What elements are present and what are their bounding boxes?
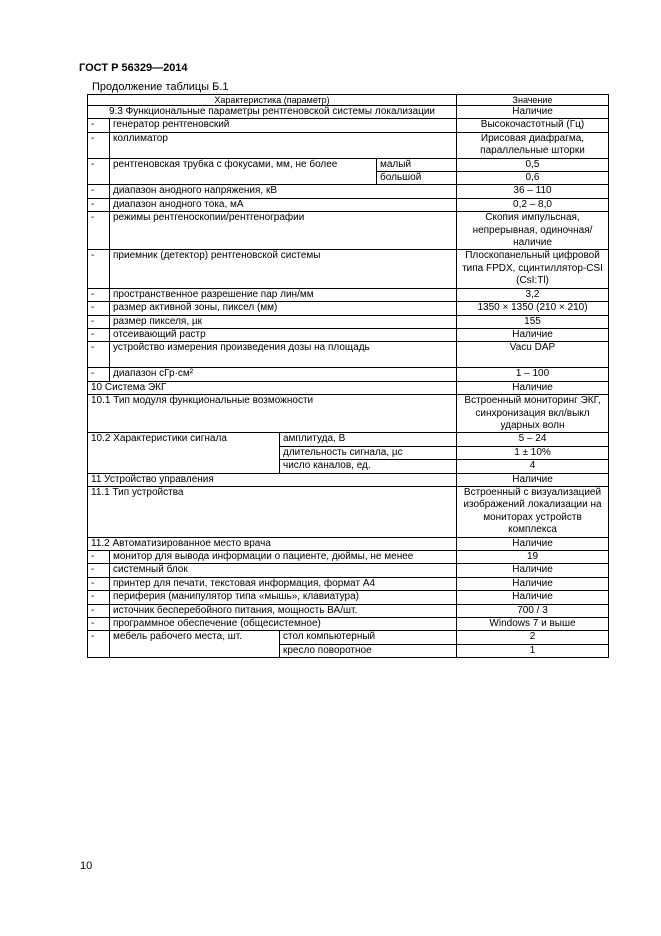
row-value: 3,2 — [457, 288, 609, 301]
row-label: 9.3 Функциональные параметры рентгеновской системы локализации — [88, 106, 457, 119]
row-label: программное обеспечение (общесистемное) — [110, 618, 457, 631]
row-dash: - — [88, 185, 110, 198]
table-row — [88, 618, 609, 631]
row-value: 0,5 — [457, 158, 609, 171]
table-row — [88, 250, 609, 288]
column-header-characteristic: Характеристика (параметр) — [88, 95, 457, 106]
table-row — [88, 368, 609, 381]
row-dash: - — [88, 577, 110, 590]
row-label: пространственное разрешение пар лин/мм — [110, 288, 457, 301]
row-sub-label: кресло поворотное — [280, 644, 457, 657]
row-label: отсеивающий растр — [110, 328, 457, 341]
table-row — [88, 473, 609, 486]
row-value: 0,2 – 8,0 — [457, 198, 609, 211]
row-label: 11.1 Тип устройства — [88, 486, 457, 537]
row-label: размер пикселя, µк — [110, 315, 457, 328]
row-value: Встроенный с визуализацией изображений локализации на мониторах устройств комплекса — [457, 486, 609, 537]
table-row — [88, 537, 609, 550]
row-value: Наличие — [457, 473, 609, 486]
table-row — [88, 315, 609, 328]
table-row — [88, 604, 609, 617]
row-value: Наличие — [457, 381, 609, 394]
table-row — [88, 212, 609, 250]
table-row — [88, 302, 609, 315]
row-label: диапазон сГр·см² — [110, 368, 457, 381]
row-label: рентгеновская трубка с фокусами, мм, не более — [110, 158, 377, 185]
table-row — [88, 381, 609, 394]
row-dash: - — [88, 198, 110, 211]
table-row — [88, 395, 609, 433]
row-sub-label: число каналов, ед. — [280, 460, 457, 473]
row-value: Наличие — [457, 106, 609, 119]
row-label: 11 Устройство управления — [88, 473, 457, 486]
row-label: периферия (манипулятор типа «мышь», клавиатура) — [110, 591, 457, 604]
specification-table — [87, 94, 609, 658]
table-caption: Продолжение таблицы Б.1 — [92, 81, 229, 93]
row-value: Высокочастотный (Гц) — [457, 119, 609, 132]
row-value: 19 — [457, 551, 609, 564]
row-label: источник бесперебойного питания, мощность ВА/шт. — [110, 604, 457, 617]
row-sub-label: малый — [377, 158, 457, 171]
table-row — [88, 564, 609, 577]
row-value: 700 / 3 — [457, 604, 609, 617]
row-dash: - — [88, 315, 110, 328]
row-value: Наличие — [457, 537, 609, 550]
row-dash: - — [88, 368, 110, 381]
table-row — [88, 631, 609, 644]
row-value: 155 — [457, 315, 609, 328]
row-label: 10 Система ЭКГ — [88, 381, 457, 394]
row-value: 36 – 110 — [457, 185, 609, 198]
row-sub-label: длительность сигнала, µс — [280, 446, 457, 459]
table-row — [88, 158, 609, 171]
row-label: монитор для вывода информации о пациенте, дюймы, не менее — [110, 551, 457, 564]
row-label: 10.1 Тип модуля функциональные возможности — [88, 395, 457, 433]
table-row — [88, 119, 609, 132]
row-dash: - — [88, 631, 110, 658]
row-value: 1350 × 1350 (210 × 210) — [457, 302, 609, 315]
row-dash: - — [88, 604, 110, 617]
table-row — [88, 551, 609, 564]
row-label: 10.2 Характеристики сигнала — [88, 433, 280, 473]
row-value: Встроенный мониторинг ЭКГ, синхронизация вкл/выкл ударных волн — [457, 395, 609, 433]
row-value: 1 — [457, 644, 609, 657]
table-row — [88, 577, 609, 590]
row-label: генератор рентгеновский — [110, 119, 457, 132]
row-dash: - — [88, 618, 110, 631]
page-number: 10 — [80, 860, 93, 872]
row-value: Vacu DAP — [457, 342, 609, 368]
row-value: 2 — [457, 631, 609, 644]
row-value: Ирисовая диафрагма, параллельные шторки — [457, 132, 609, 158]
row-dash: - — [88, 288, 110, 301]
table-row — [88, 328, 609, 341]
row-dash: - — [88, 212, 110, 250]
row-dash: - — [88, 551, 110, 564]
table-row — [88, 185, 609, 198]
row-value: 5 – 24 — [457, 433, 609, 446]
row-value: 4 — [457, 460, 609, 473]
row-dash: - — [88, 119, 110, 132]
row-value: Плоскопанельный цифровой типа FPDX, сцинтиллятор-CSI (CsI:Tl) — [457, 250, 609, 288]
table-header-row — [88, 95, 609, 106]
row-label: принтер для печати, текстовая информация, формат А4 — [110, 577, 457, 590]
row-label: режимы рентгеноскопии/рентгенографии — [110, 212, 457, 250]
row-label: коллиматор — [110, 132, 457, 158]
row-dash: - — [88, 328, 110, 341]
table-row — [88, 591, 609, 604]
row-value: 1 – 100 — [457, 368, 609, 381]
row-dash: - — [88, 250, 110, 288]
table-row — [88, 433, 609, 446]
row-value: Наличие — [457, 577, 609, 590]
row-value: Наличие — [457, 564, 609, 577]
row-label: системный блок — [110, 564, 457, 577]
row-label: устройство измерения произведения дозы на площадь — [110, 342, 457, 368]
row-value: Наличие — [457, 591, 609, 604]
row-dash: - — [88, 302, 110, 315]
row-label: мебель рабочего места, шт. — [110, 631, 280, 658]
row-value: Windows 7 и выше — [457, 618, 609, 631]
row-label: диапазон анодного напряжения, кВ — [110, 185, 457, 198]
row-label: размер активной зоны, пиксел (мм) — [110, 302, 457, 315]
row-sub-label: стол компьютерный — [280, 631, 457, 644]
document-code: ГОСТ Р 56329—2014 — [79, 62, 188, 74]
row-dash: - — [88, 564, 110, 577]
row-label: диапазон анодного тока, мА — [110, 198, 457, 211]
table-row — [88, 342, 609, 368]
row-sub-label: большой — [377, 172, 457, 185]
column-header-value: Значение — [457, 95, 609, 106]
row-dash: - — [88, 591, 110, 604]
row-dash: - — [88, 158, 110, 185]
row-value: 0,6 — [457, 172, 609, 185]
row-label: 11.2 Автоматизированное место врача — [88, 537, 457, 550]
table-row — [88, 486, 609, 537]
row-value: Скопия импульсная, непрерывная, одиночная/наличие — [457, 212, 609, 250]
row-value: 1 ± 10% — [457, 446, 609, 459]
row-label: приемник (детектор) рентгеновской системы — [110, 250, 457, 288]
table-row — [88, 132, 609, 158]
row-dash: - — [88, 132, 110, 158]
row-value: Наличие — [457, 328, 609, 341]
table-row — [88, 288, 609, 301]
table-row — [88, 198, 609, 211]
table-row — [88, 106, 609, 119]
row-sub-label: амплитуда, В — [280, 433, 457, 446]
row-dash: - — [88, 342, 110, 368]
